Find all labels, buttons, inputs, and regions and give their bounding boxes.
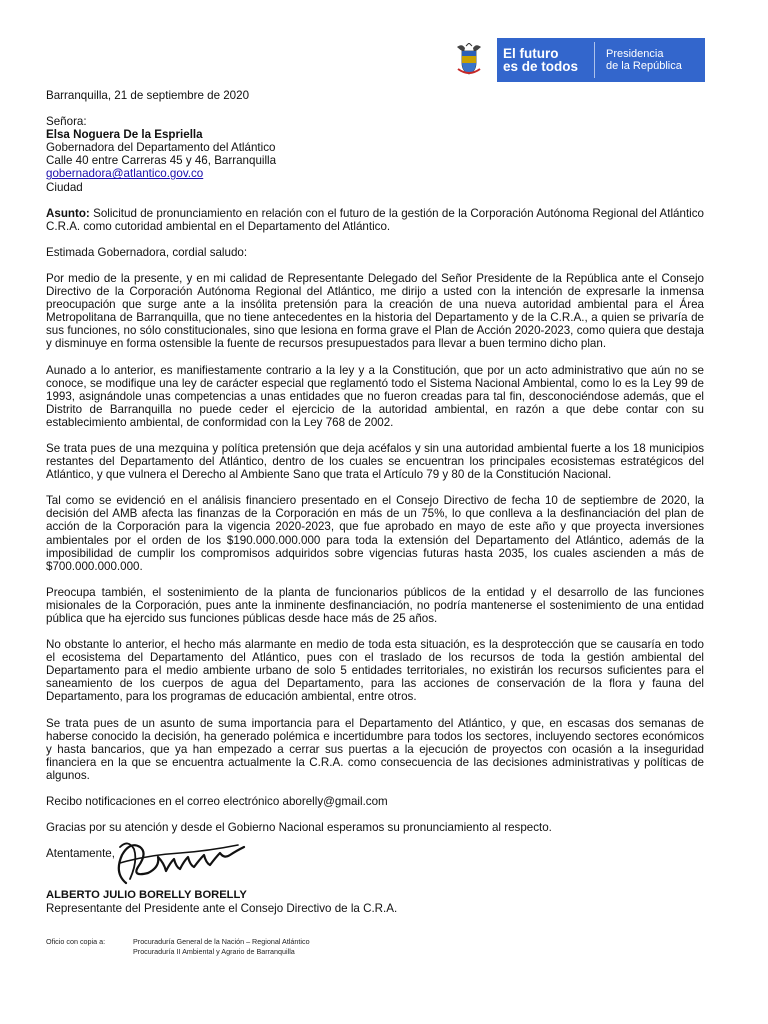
copy-recipient-1: Procuraduría General de la Nación – Regional Atlántico — [133, 937, 310, 946]
body-paragraph: Se trata pues de una mezquina y política pretensión que deja acéfalos y sin una autoridad ambiental fuerte a los 18 municipios restantes del Departamento del Atlántico, dentro de los cuales se encuentran los principales ecosistemas estratégicos del Atlántico, y que vulnera el Derecho al Ambiente Sano que trata el Artículo 79 y 80 de la Constitución Nacional. — [46, 441, 704, 482]
header-banner — [441, 38, 705, 82]
notification-line: Recibo notificaciones en el correo electrónico aborelly@gmail.com — [46, 795, 388, 809]
handwritten-signature — [108, 833, 248, 893]
greeting: Estimada Gobernadora, cordial saludo: — [46, 245, 248, 259]
letter-date: Barranquilla, 21 de septiembre de 2020 — [46, 89, 250, 102]
signer-name: ALBERTO JULIO BORELLY BORELLY — [46, 889, 247, 902]
subject-text: Solicitud de pronunciamiento en relación con el futuro de la gestión de la Corporación Autónoma Regional del Atlántico C.R.A. como cutoridad ambiental en el Departamento del Atlántico. — [46, 206, 704, 233]
recipient-address: Calle 40 entre Carreras 45 y 46, Barranquilla — [46, 154, 277, 168]
thanks-line: Gracias por su atención y desde el Gobierno Nacional esperamos su pronunciamiento al respecto. — [46, 821, 552, 835]
body-paragraph: Preocupa también, el sostenimiento de la planta de funcionarios públicos de la entidad y el desarrollo de las funciones misionales de la Corporación, pues ante la inminente desfinanciación, no podría mantenerse el sostenimiento de una entidad pública que ha ejercido sus funciones públicas desde hace más de 25 años. — [46, 585, 704, 625]
body-paragraph: No obstante lo anterior, el hecho más alarmante en medio de toda esta situación, es la desprotección que se causaría en todo el ecosistema del Departamento del Atlántico, pues con el traslado de los recursos de toda la gestión ambiental del Departamento para el medio ambiente urbano de solo 5 entidades territoriales, no existirán los recursos suficientes para el saneamiento de los cuerpos de agua del Departamento, para las acciones de conservación de la flora y fauna del Departamento, para los programas de educación ambiental, entre otros. — [46, 638, 704, 704]
recipient-name: Elsa Noguera De la Espriella — [46, 128, 203, 142]
recipient-salutation: Señora: — [46, 115, 87, 129]
copy-label: Oficio con copia a: — [46, 937, 106, 946]
body-paragraph: Tal como se evidenció en el análisis financiero presentado en el Consejo Directivo de fecha 10 de septiembre de 2020, la decisión del AMB afecta las finanzas de la Corporación en más de un 75%, lo que conlleva a la desfinanciación del plan de acción de la Corporación para la vigencia 2020-2023, que fue aprobado en mayo de este año y que proyecta inversiones ambientales por el orden de los $190.000.000.000 para toda la extensión del Departamento del Atlántico, además de la imposibilidad de cumplir los compromisos adquiridos sobre vigencias futuras hasta 2035, los cuales ascienden a más de $700.000.000.000. — [46, 494, 704, 573]
copy-recipient-2: Procuraduría II Ambiental y Agrario de Barranquilla — [133, 946, 295, 956]
letter-body — [46, 89, 704, 916]
presidencia-line-1: Presidencia — [606, 48, 664, 60]
body-paragraph: Se trata pues de un asunto de suma importancia para el Departamento del Atlántico, y que, en escasas dos semanas de haberse conocido la decisión, ha generado polémica e incertidumbre para todos los sectores, incluyendo sectores económicos y hasta bancarios, que ya han empezado a cerrar sus puertas a la ejecución de proyectos con ocasión a la inseguridad financiera en la que se encuentra actualmente la C.R.A. como consecuencia de las decisiones administrativas y políticas de algunos. — [46, 716, 704, 782]
subject-label: Asunto: — [46, 206, 90, 220]
subject-line — [46, 207, 704, 233]
presidencia-line-2: de la República — [606, 59, 682, 72]
recipient-email-link[interactable]: gobernadora@atlantico.gov.co — [46, 167, 204, 181]
presidencia-label — [595, 38, 682, 82]
body-paragraph: Por medio de la presente, y en mi calidad de Representante Delegado del Señor Presidente de la República ante el Consejo Directivo de la Corporación Autónoma Regional del Atlántico, me dirijo a usted con la intención de expresarle la inmensa preocupación que surge ante a la insólita pretensión para la creación de una nueva autoridad ambiental para el Área Metropolitana de Barranquilla, que no tiene antecedentes en la historia del Departamento y de la C.R.A., a quien se privaría de sus funciones, no sólo constitucionales, sino que lesiona en forma grave el Plan de Acción 2020-2023, como quiera que destaja y disminuye en forma ostensible la fuente de recursos presupuestados para llevar a buen termino dicho plan. — [46, 271, 704, 351]
recipient-city: Ciudad — [46, 180, 83, 194]
slogan-line-2: es de todos — [503, 59, 579, 74]
farewell: Atentamente, — [46, 847, 115, 861]
colombia-coat-of-arms-icon — [454, 43, 484, 77]
crest-container — [441, 38, 497, 82]
signature-block — [46, 847, 704, 916]
slogan-line-1: El futuro — [503, 46, 559, 61]
signer-title: Representante del Presidente ante el Consejo Directivo de la C.R.A. — [46, 902, 398, 916]
recipient-block — [46, 115, 704, 194]
recipient-title: Gobernadora del Departamento del Atlántico — [46, 141, 276, 155]
body-paragraph: Aunado a lo anterior, es manifiestamente contrario a la ley y a la Constitución, que por un acto administrativo que aún no se conoce, se modifique una ley de carácter especial que reglamentó todo el Sistema Nacional Ambiental, como lo es la Ley 99 de 1993, asignándole unas competencias a unas entidades que no fueron creadas para tal fin, desconociéndose además, que el Distrito de Barranquilla no puede ceder el ejercicio de la autoridad ambiental, en razón a que debe contar con su establecimiento ambiental, de conformidad con la Ley 768 de 2002. — [46, 363, 704, 429]
government-slogan — [497, 38, 594, 82]
copy-notes — [46, 937, 310, 956]
